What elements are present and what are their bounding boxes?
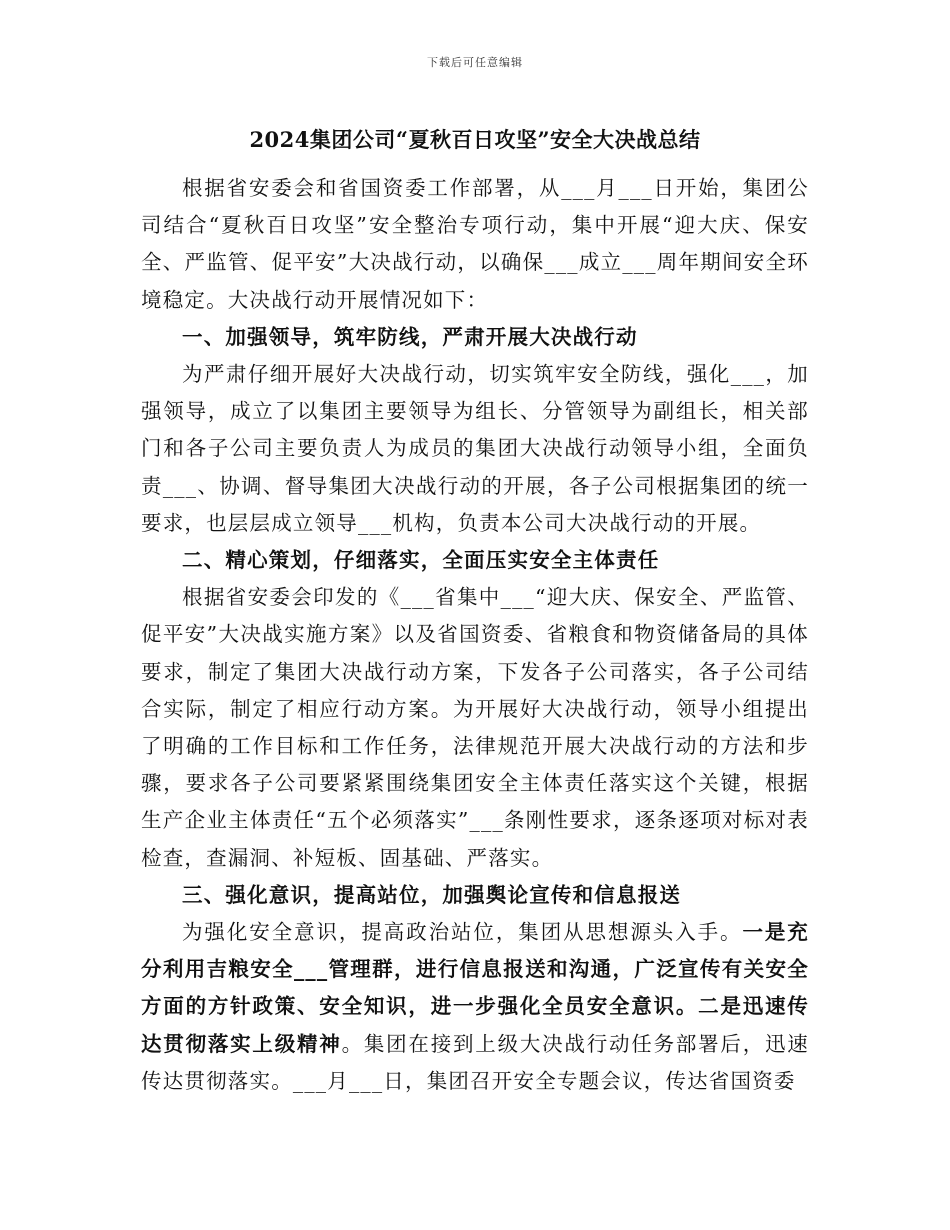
section-3-text-lead: 为强化安全意识，提高政治站位，集团从思想源头入手。	[182, 920, 743, 945]
section-2-paragraph: 根据省安委会印发的《___省集中___“迎大庆、保安全、严监管、促平安”大决战实施方案》以及省国资委、省粮食和物资储备局的具体要求，制定了集团大决战行动方案，下发各子公司落实，各子公司结合实际，制定了相应行动方案。为开展好大决战行动，领导小组提出了明确的工作目标和工作任务，法律规范开展大决战行动的方法和步骤，要求各子公司要紧紧围绕集团安全主体责任落实这个关键，根据生产企业主体责任“五个必须落实”___条刚性要求，逐条逐项对标对表检查，查漏洞、补短板、固基础、严落实。	[141, 585, 809, 870]
section-3-paragraph	[141, 914, 809, 1100]
section-3-text-tail: 。集团在接到上级大决战行动任务部署后，迅速传达贯彻落实。___月___日，集团召开安全专题会议，传达省国资委	[141, 1031, 809, 1093]
section-2-heading: 二、精心策划，仔细落实，全面压实安全主体责任	[182, 548, 660, 573]
intro-paragraph: 根据省安委会和省国资委工作部署，从___月___日开始，集团公司结合“夏秋百日攻坚”安全整治专项行动，集中开展“迎大庆、保安全、严监管、促平安”大决战行动，以确保___成立___周年期间安全环境稳定。大决战行动开展情况如下：	[141, 176, 809, 312]
document-title: 2024集团公司“夏秋百日攻坚”安全大决战总结	[249, 127, 701, 152]
section-3-bold-text: 一是充分利用吉粮安全___管理群，进行信息报送和沟通，广泛宣传有关安全方面的方针政策、安全知识，进一步强化全员安全意识。二是迅速传达贯彻落实上级精神	[141, 920, 809, 1056]
section-1-paragraph: 为严肃仔细开展好大决战行动，切实筑牢安全防线，强化___，加强领导，成立了以集团主要领导为组长、分管领导为副组长，相关部门和各子公司主要负责人为成员的集团大决战行动领导小组，全面负责___、协调、督导集团大决战行动的开展，各子公司根据集团的统一要求，也层层成立领导___机构，负责本公司大决战行动的开展。	[141, 362, 809, 535]
section-1-heading: 一、加强领导，筑牢防线，严肃开展大决战行动	[182, 324, 638, 349]
document-body	[141, 170, 809, 1100]
section-3-heading: 三、强化意识，提高站位，加强舆论宣传和信息报送	[182, 882, 682, 907]
page-header-note: 下载后可任意编辑	[427, 56, 523, 69]
